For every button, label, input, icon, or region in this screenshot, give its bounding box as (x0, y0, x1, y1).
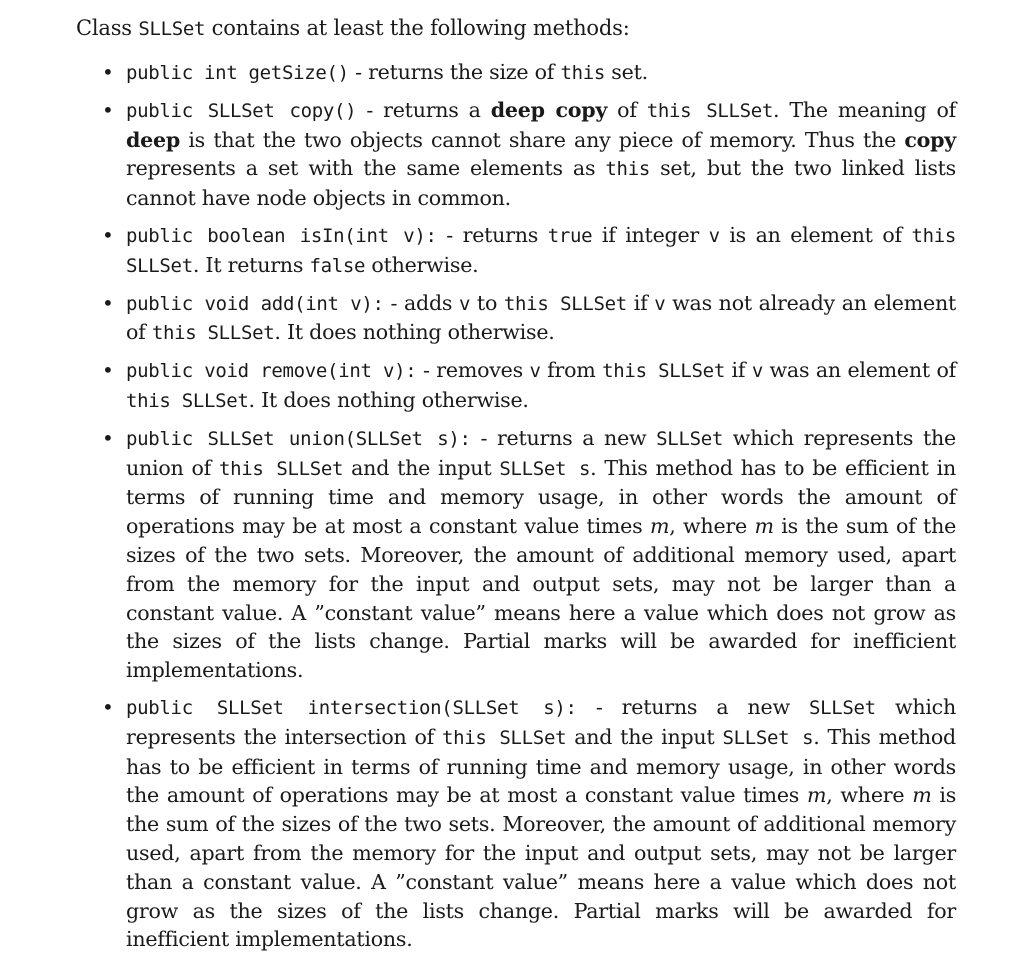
description-text: was an element of (762, 358, 956, 383)
inline-code: this SLLSet (503, 292, 627, 315)
inline-code: v (708, 224, 720, 247)
description-text: - returns a new (576, 694, 809, 719)
description-text: to (470, 290, 504, 315)
inline-code: true (547, 224, 593, 247)
method-intersection (76, 693, 956, 954)
description-text: was not already an element of (126, 290, 956, 345)
description-text: set, but the two linked lists cannot have node objects in common. (126, 156, 956, 211)
method-signature: public void remove(int v): (126, 360, 417, 383)
bullet-icon: • (102, 222, 114, 247)
inline-code: this SLLSet (151, 322, 275, 345)
inline-code: this SLLSet (442, 726, 567, 749)
class-name-code: SLLSet (138, 18, 206, 40)
description-text: . It does nothing otherwise. (274, 320, 555, 345)
inline-code: SLLSet s (722, 726, 814, 749)
description-text: - returns a (356, 97, 491, 122)
method-signature: public int getSize() (126, 62, 349, 84)
inline-code: this (605, 158, 650, 181)
intro-text: contains at least the following methods: (205, 16, 630, 40)
description-text: from (540, 358, 603, 383)
description-text: . The meaning of (773, 97, 957, 122)
description-text: is the sum of the sizes of the two sets. Moreover, the amount of additional memory used, apart from the memory for the input and output sets, may not be larger than a constant value. A ”constant value” means here a value which does not grow as the sizes of the lists change. Partial marks will be awarded for inefficient implementations. (126, 783, 957, 952)
method-list (76, 58, 956, 954)
bullet-icon: • (102, 694, 114, 719)
method-union (76, 424, 956, 685)
bullet-icon: • (102, 97, 114, 122)
inline-code: v (654, 292, 666, 315)
bullet-icon: • (102, 425, 114, 450)
method-remove (76, 356, 956, 416)
bold-term: copy (904, 127, 956, 152)
method-signature: public SLLSet copy() (126, 99, 357, 122)
description-text: is an element of (719, 222, 912, 247)
description-text: . This method has to be efficient in terms of running time and memory usage, in other words the amount of operations may be at most a constant value times (126, 724, 956, 808)
method-copy (76, 96, 956, 213)
method-signature: public SLLSet union(SLLSet s): (126, 427, 471, 450)
inline-code: this (560, 62, 606, 84)
inline-code: false (309, 254, 366, 277)
description-text: of (607, 97, 647, 122)
document (76, 14, 956, 962)
math-variable: m (912, 783, 932, 808)
inline-code: this SLLSet (646, 99, 774, 122)
inline-code: this SLLSet (218, 457, 344, 480)
method-signature: public SLLSet intersection(SLLSet s): (126, 696, 577, 719)
method-signature: public void add(int v): (126, 292, 384, 315)
description-text: . It does nothing otherwise. (248, 387, 529, 412)
bullet-icon: • (102, 358, 114, 383)
intro-text: Class (76, 16, 139, 40)
inline-code: v (751, 360, 763, 383)
description-text: , where (669, 514, 755, 539)
inline-code: v (529, 360, 541, 383)
method-add (76, 289, 956, 349)
inline-code: SLLSet (656, 427, 724, 450)
method-isin (76, 221, 956, 281)
description-text: if (724, 358, 752, 383)
inline-code: v (459, 292, 471, 315)
description-text: . This method has to be efficient in terms of running time and memory usage, in other words the amount of operations may be at most a constant value times (126, 455, 956, 539)
math-variable: m (754, 514, 774, 539)
inline-code: this SLLSet (602, 360, 725, 383)
method-getsize (76, 58, 956, 88)
inline-code: SLLSet s (499, 457, 591, 480)
description-text: represents a set with the same elements as (126, 156, 606, 181)
description-text: . It returns (192, 252, 310, 277)
description-text: and the input (566, 724, 723, 749)
description-text: is that the two objects cannot share any piece of memory. Thus the (180, 127, 905, 152)
inline-code: SLLSet (808, 696, 876, 719)
description-text: - returns the size of (348, 60, 561, 84)
description-text: set. (605, 60, 648, 84)
description-text: - adds (383, 290, 459, 315)
inline-code: this SLLSet (126, 224, 957, 277)
description-text: which represents the union of (126, 425, 956, 480)
description-text: , where (826, 783, 913, 808)
intro-paragraph (76, 14, 956, 44)
math-variable: m (806, 783, 827, 808)
description-text: which represents the intersection of (126, 694, 956, 749)
bullet-icon: • (102, 60, 114, 84)
description-text: is the sum of the sizes of the two sets. Moreover, the amount of additional memory used, apart from the memory for the input and output sets, may not be larger than a constant value. A ”constant value” means here a value which does not grow as the sizes of the lists change. Partial marks will be awarded for inefficient implementations. (126, 514, 957, 683)
description-text: and the input (343, 455, 500, 480)
inline-code: this SLLSet (126, 389, 249, 412)
description-text: - removes (416, 358, 530, 383)
bold-term: deep copy (490, 97, 608, 122)
bold-term: deep (126, 127, 181, 152)
description-text: if integer (592, 222, 709, 247)
description-text: if (626, 290, 655, 315)
description-text: - returns a new (470, 425, 657, 450)
description-text: otherwise. (365, 252, 479, 277)
method-signature: public boolean isIn(int v): (126, 224, 437, 247)
math-variable: m (649, 514, 670, 539)
description-text: - returns (436, 222, 548, 247)
bullet-icon: • (102, 290, 114, 315)
